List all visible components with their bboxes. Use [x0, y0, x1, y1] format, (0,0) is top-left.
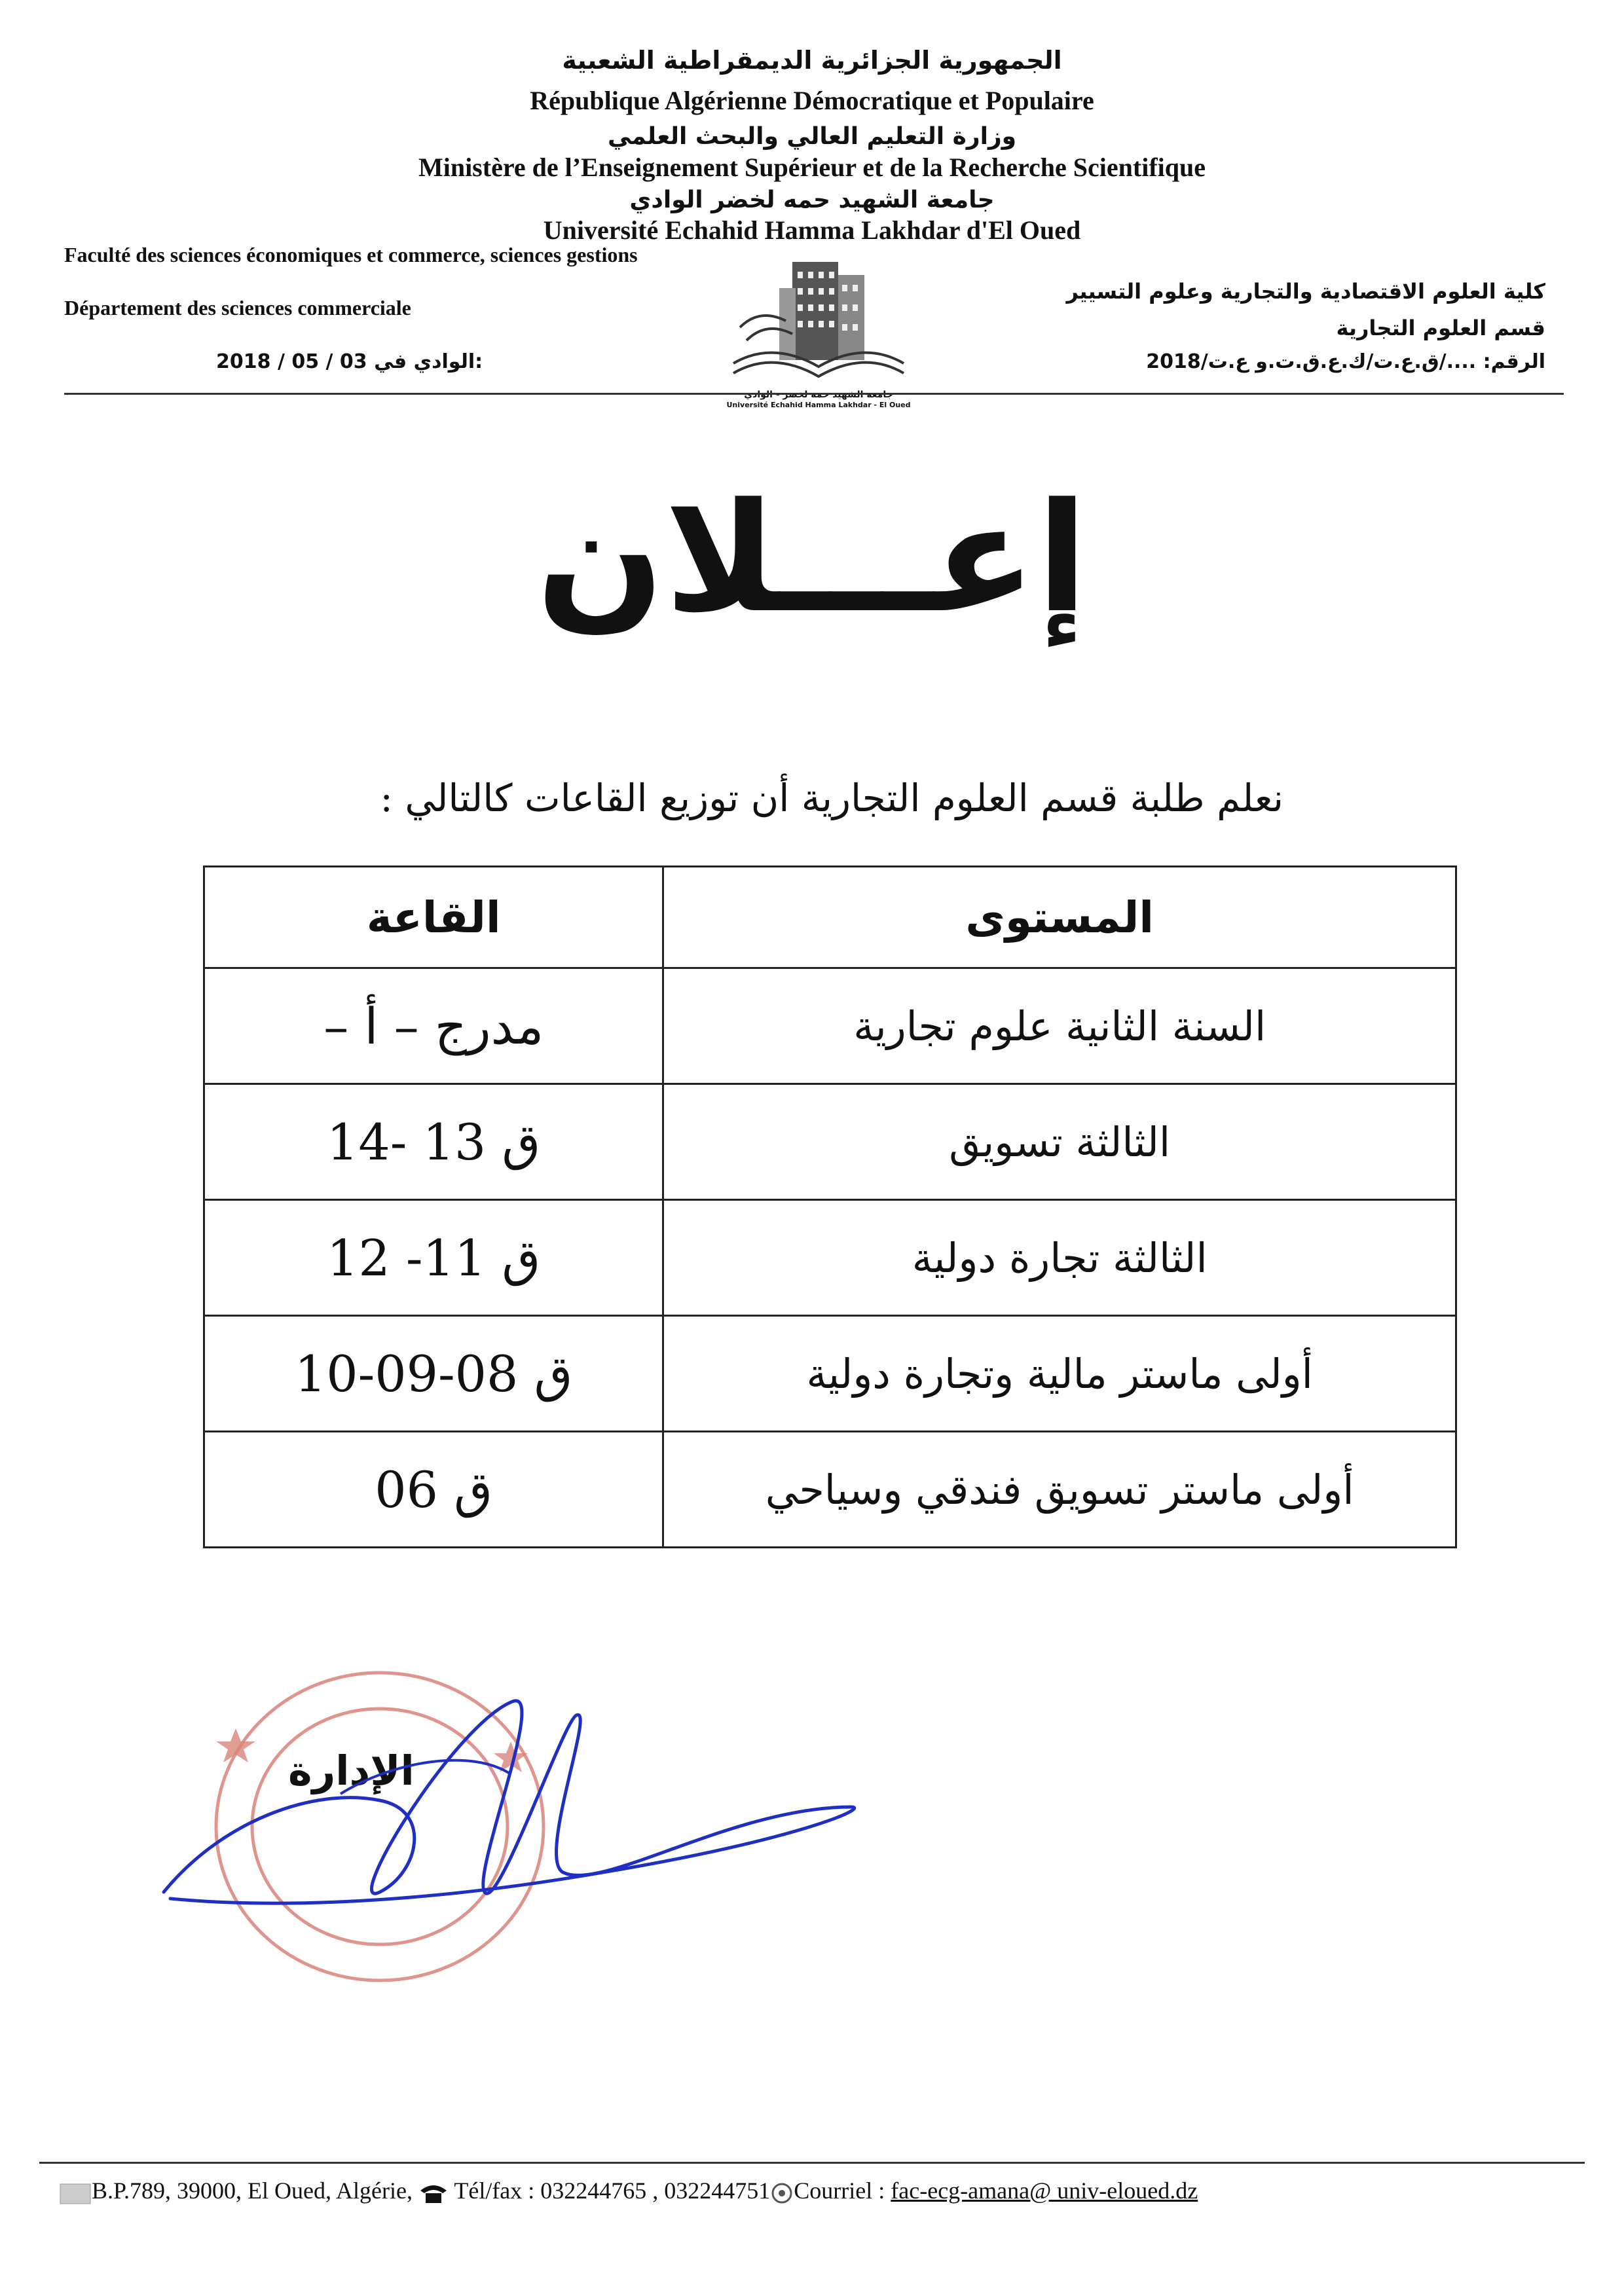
reference-number: الرقم: ..../ق.ع.ت/ك.ع.ق.ت.و ع.ت/2018 [1146, 350, 1545, 373]
cell-hall: ق 08-09-10 [204, 1316, 663, 1432]
mailbox-icon [59, 2180, 92, 2206]
cell-level: الثالثة تجارة دولية [663, 1200, 1456, 1316]
faculty-name-ar: كلية العلوم الاقتصادية والتجارية وعلوم التسيير [1066, 279, 1545, 304]
header-ministry-ar: وزارة التعليم العالي والبحث العلمي [607, 123, 1017, 150]
table-header-row [204, 867, 1456, 968]
header-ministry-fr: Ministère de l’Enseignement Supérieur et de la Recherche Scientifique [418, 153, 1206, 182]
cell-level: أولى ماستر مالية وتجارة دولية [663, 1316, 1456, 1432]
table-row [204, 1432, 1456, 1548]
signature [144, 1676, 877, 1951]
header-level: المستوى [663, 867, 1456, 968]
cell-hall: ق 06 [204, 1432, 663, 1548]
cell-hall: ق 11- 12 [204, 1200, 663, 1316]
footer-divider [39, 2162, 1585, 2164]
footer-mail-label: Courriel : [794, 2178, 885, 2204]
table-row [204, 1316, 1456, 1432]
cell-hall: ق 13 -14 [204, 1084, 663, 1200]
email-icon [770, 2181, 794, 2205]
administration-label: الإدارة [288, 1747, 415, 1795]
department-name-ar: قسم العلوم التجارية [1336, 316, 1545, 340]
logo-caption-fr: Université Echahid Hamma Lakhdar - El Oued [726, 401, 911, 409]
date-value: 2018 / 05 / 03 [216, 350, 367, 373]
university-logo [720, 249, 917, 406]
announcement-title: إعـــلان [536, 471, 1088, 646]
footer-address: B.P.789, 39000, El Oued, Algérie, [92, 2178, 413, 2204]
faculty-name-fr: Faculté des sciences économiques et commerce, sciences gestions [64, 243, 638, 266]
table-row [204, 968, 1456, 1084]
header-divider [64, 393, 1564, 395]
footer-contact [59, 2177, 1198, 2206]
telephone-icon [418, 2181, 449, 2205]
footer-phone: Tél/fax : 032244765 , 032244751 [454, 2178, 771, 2204]
header-hall: القاعة [204, 867, 663, 968]
header-republic-ar: الجمهورية الجزائرية الديمقراطية الشعبية [562, 46, 1062, 75]
footer-email-link[interactable]: fac-ecg-amana@ univ-eloued.dz [891, 2178, 1198, 2204]
department-name-fr: Département des sciences commerciale [64, 296, 411, 319]
cell-level: السنة الثانية علوم تجارية [663, 968, 1456, 1084]
date-label: الوادي في: [374, 350, 483, 373]
table-row [204, 1200, 1456, 1316]
logo-building-icon [779, 262, 864, 360]
logo-caption-ar: جامعة الشهيد حمه لخضر - الوادي [744, 390, 893, 400]
cell-hall: مدرج – أ – [204, 968, 663, 1084]
hall-distribution-table [203, 866, 1457, 1548]
cell-level: الثالثة تسويق [663, 1084, 1456, 1200]
table-row [204, 1084, 1456, 1200]
date-line [216, 350, 483, 373]
announcement-intro: نعلم طلبة قسم العلوم التجارية أن توزيع القاعات كالتالي : [380, 776, 1283, 820]
header-republic-fr: République Algérienne Démocratique et Populaire [530, 86, 1094, 115]
cell-level: أولى ماستر تسويق فندقي وسياحي [663, 1432, 1456, 1548]
header-university-fr: Université Echahid Hamma Lakhdar d'El Oued [543, 215, 1081, 245]
header-university-ar: جامعة الشهيد حمه لخضر الوادي [629, 187, 995, 213]
